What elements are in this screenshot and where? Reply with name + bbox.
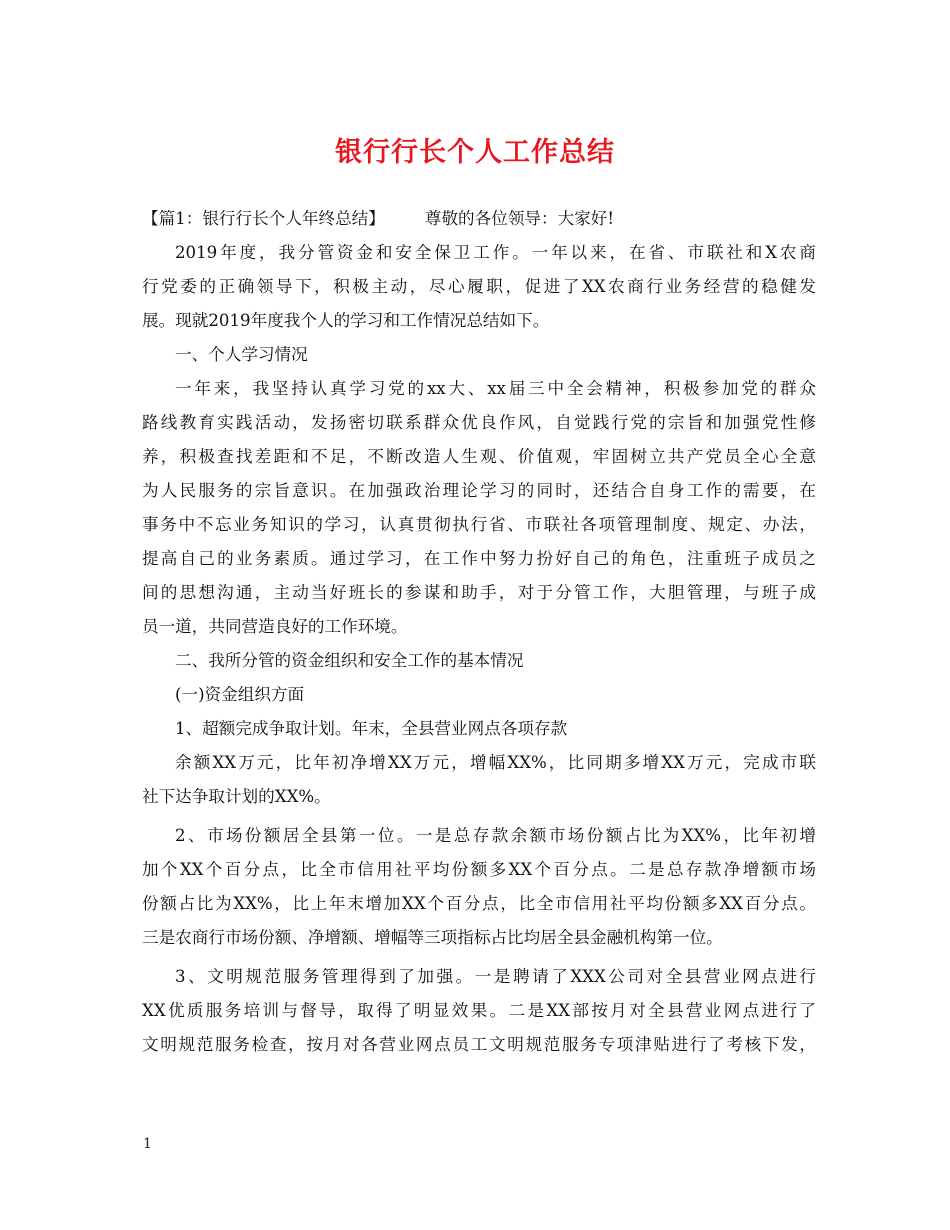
subheading-line: (一)资金组织方面: [175, 685, 305, 704]
subheading-line: 二、我所分管的资金组织和安全工作的基本情况: [175, 651, 524, 670]
section-heading: 【篇1：银行行长个人年终总结】: [142, 209, 385, 228]
paragraph-line: 文明规范服务检查，按月对各营业网点员工文明规范服务专项津贴进行了考核下发，: [142, 1035, 816, 1054]
paragraph-line: XX优质服务培训与督导，取得了明显效果。二是XX部按月对全县营业网点进行了: [142, 1001, 816, 1020]
paragraph-line: 社下达争取计划的XX%。: [142, 787, 331, 806]
paragraph-line: 展。现就2019年度我个人的学习和工作情况总结如下。: [142, 311, 550, 330]
paragraph-line: 为人民服务的宗旨意识。在加强政治理论学习的同时，还结合自身工作的需要，在: [142, 481, 816, 500]
paragraph-line: 2、市场份额居全县第一位。一是总存款余额市场份额占比为XX%，比年初增: [175, 826, 816, 845]
paragraph-line: 2019年度，我分管资金和安全保卫工作。一年以来，在省、市联社和X农商: [175, 243, 816, 262]
page-number: 1: [143, 1136, 152, 1152]
greeting: 尊敬的各位领导：大家好!: [424, 209, 615, 228]
paragraph-line: 三是农商行市场份额、净增额、增幅等三项指标占比均居全县金融机构第一位。: [142, 928, 723, 947]
paragraph-line: 间的思想沟通，主动当好班长的参谋和助手，对于分管工作，大胆管理，与班子成: [142, 583, 816, 602]
paragraph-line: 3、文明规范服务管理得到了加强。一是聘请了XXX公司对全县营业网点进行: [175, 967, 816, 986]
paragraph-line: 路线教育实践活动，发扬密切联系群众优良作风，自觉践行党的宗旨和加强党性修: [142, 413, 816, 432]
document-title: 银行行长个人工作总结: [335, 137, 615, 168]
paragraph-line: 提高自己的业务素质。通过学习，在工作中努力扮好自己的角色，注重班子成员之: [142, 549, 816, 568]
paragraph-line: 员一道，共同营造良好的工作环境。: [142, 617, 408, 636]
paragraph-line: 事务中不忘业务知识的学习，认真贯彻执行省、市联社各项管理制度、规定、办法，: [142, 515, 816, 534]
paragraph-line: 养，积极查找差距和不足，不断改造人生观、价值观，牢固树立共产党员全心全意: [142, 447, 816, 466]
subheading-line: 一、个人学习情况: [175, 345, 308, 364]
section-heading-line: [142, 202, 816, 236]
document-body: [142, 202, 816, 1062]
paragraph-line: 余额XX万元，比年初净增XX万元，增幅XX%，比同期多增XX万元，完成市联: [175, 753, 816, 772]
paragraph-line: 1、超额完成争取计划。年末，全县营业网点各项存款: [175, 719, 568, 738]
paragraph-line: 加个XX个百分点，比全市信用社平均份额多XX个百分点。二是总存款净增额市场: [142, 860, 816, 879]
paragraph-line: 一年来，我坚持认真学习党的xx大、xx届三中全会精神，积极参加党的群众: [175, 379, 816, 398]
paragraph-line: 行党委的正确领导下，积极主动，尽心履职，促进了XX农商行业务经营的稳健发: [142, 277, 816, 296]
paragraph-line: 份额占比为XX%，比上年末增加XX个百分点，比全市信用社平均份额多XX百分点。: [142, 894, 816, 913]
